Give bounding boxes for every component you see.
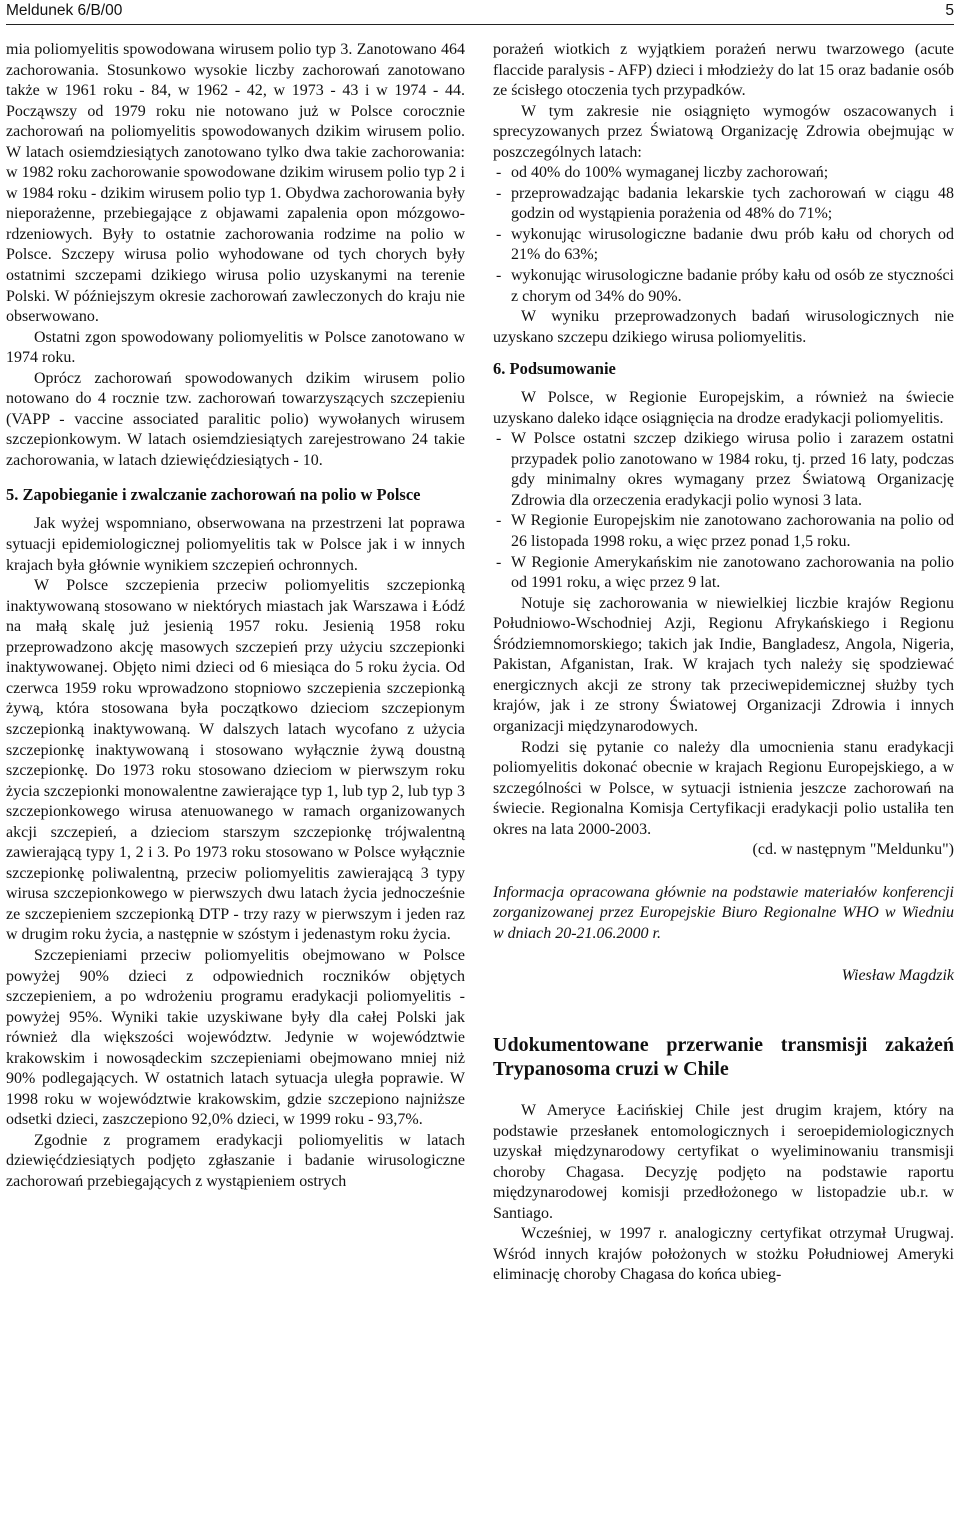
author-signature: Wiesław Magdzik bbox=[841, 967, 954, 985]
paragraph: Wcześniej, w 1997 r. analogiczny certyfikat otrzymał Urugwaj. Wśród innych krajów położonych w stożku Południowej Ameryki eliminację choroby Chagasa do końca ubieg- bbox=[493, 1225, 954, 1284]
paragraph: Ostatni zgon spowodowany poliomyelitis w Polsce zanotowano w 1974 roku. bbox=[6, 328, 465, 367]
section-heading-6: 6. Podsumowanie bbox=[493, 359, 616, 379]
list-item: - W Polsce ostatni szczep dzikiego wirusa polio i zarazem ostatni przypadek polio zanotowano w 1984 roku, tj. przed 16 laty, podczas gdy minimalny okres wymagany przez Światową Organizację Zdrowia dla orzeczenia eradykacji polio wynosi 3 lata. bbox=[493, 429, 954, 511]
paragraph: Rodzi się pytanie co należy dla umocnienia stanu eradykacji poliomyelitis dokonać obecnie w krajach Regionu Europejskiego, a w szczególności w Polsce, w sytuacji istnienia jeszcze zachorowań na świecie. Regionalna Komisja Certyfikacji eradykacji polio ustaliła ten okres na lata 2000-2003. bbox=[493, 738, 954, 838]
continuation-note: (cd. w następnym "Meldunku") bbox=[752, 841, 954, 859]
left-column bbox=[6, 40, 465, 1193]
section-heading-5: 5. Zapobieganie i zwalczanie zachorowań na polio w Polsce bbox=[6, 485, 421, 505]
paragraph: W Ameryce Łacińskiej Chile jest drugim krajem, który na podstawie przesłanek entomologicznych i seroepidemiologicznych uzyskał międzynarodowy certyfikat o wyeliminowaniu transmisji choroby Chagasa. Decyzję podjęto na podstawie raportu międzynarodowej komisji przedłożonego w listopadzie ub.r. w Santiago. bbox=[493, 1101, 954, 1222]
paragraph: mia poliomyelitis spowodowana wirusem polio typ 3. Zanotowano 464 zachorowania. Stosunkowo wysokie liczby zachorowań zanotowano także w 1961 roku - 84, w 1962 - 42, w 1973 - 43 i w 1974 - 44. Począwszy od 1979 roku nie notowano już w Polsce corocznie zachorowań na poliomyelitis spowodowanych dzikim wirusem polio. W latach osiemdziesiątych zanotowano tylko dwa takie zachorowania: w 1982 roku zachorowanie spowodowane dzikim wirusem polio typ 2 i w 1984 roku - dzikim wirusem polio typ 1. Obydwa zachorowania były nieporażenne, przebiegające z objawami zapalenia opon mózgowo-rdzeniowych. Były to ostatnie zachorowania rodzime na polio w Polsce. Szczepy wirusa polio wyhodowane od tych chorych były ostatnimi szczepami dzikiego wirusa polio uzyskanymi na terenie Polski. W późniejszym okresie zachorowań zawleczonych do kraju nie obserwowano. bbox=[6, 41, 465, 326]
dash-list bbox=[493, 163, 954, 307]
list-item: - W Regionie Amerykańskim nie zanotowano zachorowania na polio od 1991 roku, a więc przez 9 lat. bbox=[493, 553, 954, 594]
journal-title: Meldunek 6/B/00 bbox=[6, 2, 123, 19]
paragraph: W tym zakresie nie osiągnięto wymogów oszacowanych i sprecyzowanych przez Światową Organizację Zdrowia obejmując w poszczególnych latach: bbox=[493, 102, 954, 161]
list-item: - W Regionie Europejskim nie zanotowano zachorowania na polio od 26 listopada 1998 roku, a więc przez ponad 1,5 roku. bbox=[493, 511, 954, 552]
right-column bbox=[493, 40, 954, 1286]
page-number: 5 bbox=[945, 2, 954, 19]
paragraph: Szczepieniami przeciw poliomyelitis obejmowano w Polsce powyżej 90% dzieci z odpowiednich roczników objętych szczepieniem, a po wdrożeniu programu eradykacji poliomyelitis - powyżej 95%. Wyniki takie uzyskiwane były dla całej Polski jak również dla większości województw. Jedynie w województwie krakowskim i nowosądeckim szczepieniami obejmowano mniej niż 90% podlegających. W ostatnich latach sytuacja uległa poprawie. W 1998 roku w województwie krakowskim, gdzie szczepiono najniższe odsetki dzieci, zaszczepiono 92,0% dzieci, w 1999 roku - 93,7%. bbox=[6, 946, 465, 1129]
list-item: - wykonując wirusologiczne badanie dwu prób kału od chorych od 21% do 63%; bbox=[493, 225, 954, 266]
paragraph: W Polsce, w Regionie Europejskim, a również na świecie uzyskano daleko idące osiągnięcia na drodze eradykacji poliomyelitis. bbox=[493, 389, 954, 427]
list-item: - wykonując wirusologiczne badanie próby kału od osób ze styczności z chorym od 34% do 90%. bbox=[493, 266, 954, 307]
paragraph: Jak wyżej wspomniano, obserwowana na przestrzeni lat poprawa sytuacji epidemiologicznej poliomyelitis tak w Polsce jak i w innych krajach była głównie wynikiem szczepień ochronnych. bbox=[6, 515, 465, 574]
paragraph: Notuje się zachorowania w niewielkiej liczbie krajów Regionu Południowo-Wschodniej Azji, Regionu Afrykańskiego i Regionu Śródziemnomorskiego; takich jak Indie, Bangladesz, Angola, Nigeria, Pakistan, Afganistan, Irak. W krajach tych należy się spodziewać energicznych akcji ze strony tak przeciwepidemicznej służby tych krajów, jak i ze strony Światowej Organizacji Zdrowia i innych organizacji międzynarodowych. bbox=[493, 594, 954, 735]
list-item: - od 40% do 100% wymaganej liczby zachorowań; bbox=[493, 163, 954, 184]
paragraph: W wyniku przeprowadzonych badań wirusologicznych nie uzyskano szczepu dzikiego wirusa poliomyelitis. bbox=[493, 308, 954, 346]
list-item: - przeprowadzając badania lekarskie tych zachorowań w ciągu 48 godzin od wystąpienia porażenia od 48% do 71%; bbox=[493, 184, 954, 225]
paragraph: Zgodnie z programem eradykacji poliomyelitis w latach dziewięćdziesiątych podjęto zgłaszanie i badanie wirusologiczne zachorowań przebiegających z wystąpieniem ostrych bbox=[6, 1131, 465, 1190]
dash-list bbox=[493, 429, 954, 593]
paragraph: W Polsce szczepienia przeciw poliomyelitis szczepionką inaktywowaną stosowano w niektórych miastach jak Warszawa i Łódź na małą skalę już jesienią 1957 roku. Jesienią 1958 roku przeprowadzono akcję masowych szczepień przy użyciu szczepionki inaktywowanej. Objęto nimi dzieci od 6 miesiąca do 5 roku życia. Od czerwca 1959 roku wprowadzono stopniowo szczepienia szczepionką żywą, która stosowana była początkowo dzieciom szczepionym szczepionką inaktywowaną. W dalszych latach wycofano z użycia szczepionkę inaktywowaną i stosowano wyłącznie żywą doustną szczepionkę. Do 1973 roku stosowano dzieciom w pierwszym roku życia szczepionki monowalentne zawierające typ 1, lub typ 2, lub typ 3 szczepionkowego wirusa atenuowanego w ramach organizowanych akcji szczepień, a dzieciom starszym szczepionkę trójwalentną zawierającą typy 1, 2 i 3. Po 1973 roku stosowano w Polsce wyłącznie szczepionkę poliwalentną, przeciw poliomyelitis zawierającą 3 typy wirusa szczepionkowego w pierwszych dwu latach życia jednocześnie ze szczepieniem szczepionką DTP - trzy razy w pierwszym i jeden raz w drugim roku życia, a następnie w szóstym i jedenastym roku życia. bbox=[6, 577, 465, 944]
article-title: Udokumentowane przerwanie transmisji zakażeń Trypanosoma cruzi w Chile bbox=[493, 1033, 954, 1080]
running-header bbox=[6, 0, 954, 25]
paragraph: porażeń wiotkich z wyjątkiem porażeń nerwu twarzowego (acute flaccide paralysis - AFP) dzieci i młodzieży do lat 15 oraz badanie osób ze ścisłego otoczenia tych przypadków. bbox=[493, 41, 954, 100]
paragraph: Oprócz zachorowań spowodowanych dzikim wirusem polio notowano do 4 rocznie tzw. zachorowań towarzyszących szczepieniu (VAPP - vaccine associated paralitic polio) wywołanych wirusem szczepionkowym. W latach osiemdziesiątych zarejestrowano 24 takie zachorowania, w latach dziewięćdziesiątych - 10. bbox=[6, 369, 465, 469]
source-note: Informacja opracowana głównie na podstawie materiałów konferencji zorganizowanej przez Europejskie Biuro Regionalne WHO w Wiedniu w dniach 20-21.06.2000 r. bbox=[493, 883, 954, 942]
